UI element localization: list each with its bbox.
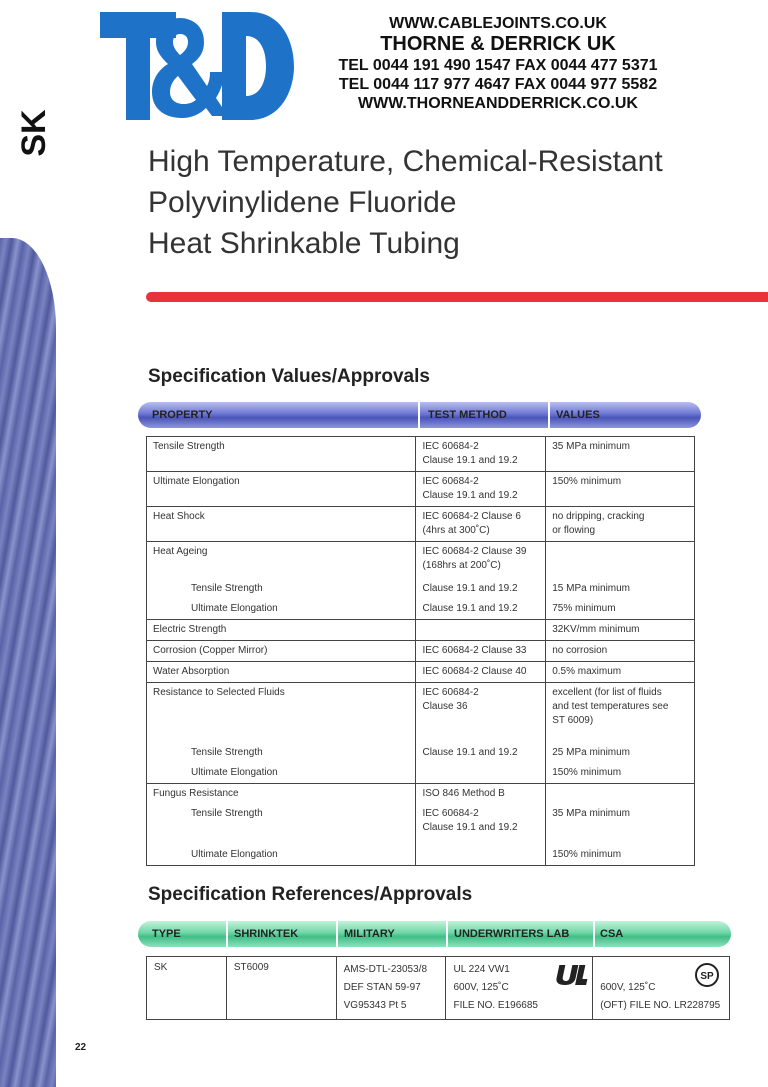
property-cell: Water Absorption [147, 662, 416, 683]
ul-line: UL 224 VW1 [453, 964, 510, 975]
value-cell: 150% minimum [546, 838, 695, 866]
shrinktek-cell: ST6009 [226, 957, 336, 1020]
table-row [147, 662, 695, 683]
property-cell: Heat Ageing [147, 542, 416, 577]
table-row [147, 599, 695, 620]
website-url-2[interactable]: WWW.THORNEANDDERRICK.CO.UK [358, 95, 638, 112]
property-cell: Ultimate Elongation [147, 838, 416, 866]
value-cell: no corrosion [546, 641, 695, 662]
value-cell [546, 507, 695, 542]
method-cell: Clause 19.1 and 19.2 [416, 599, 546, 620]
method-line: IEC 60684-2 Clause 39 [422, 546, 527, 557]
property-cell: Fungus Resistance [147, 784, 416, 805]
property-cell: Tensile Strength [147, 437, 416, 472]
method-cell: Clause 19.1 and 19.2 [416, 576, 546, 599]
col-header-property: PROPERTY [152, 409, 213, 421]
method-line: Clause 19.1 and 19.2 [422, 455, 518, 466]
spec-values-heading: Specification Values/Approvals [148, 366, 430, 387]
military-line: DEF STAN 59-97 [343, 982, 421, 993]
title-line-2: Polyvinylidene Fluoride [148, 186, 457, 219]
method-cell [416, 763, 546, 784]
method-cell: IEC 60684-2 Clause 40 [416, 662, 546, 683]
col-header-test-method: TEST METHOD [428, 409, 507, 421]
method-cell: Clause 19.1 and 19.2 [416, 731, 546, 763]
spec-refs-table [146, 956, 730, 1020]
method-line: IEC 60684-2 [422, 441, 479, 452]
ul-line: 600V, 125˚C [453, 982, 509, 993]
table-row [147, 507, 695, 542]
spec-refs-heading: Specification References/Approvals [148, 884, 473, 905]
property-cell: Corrosion (Copper Mirror) [147, 641, 416, 662]
title-line-1: High Temperature, Chemical-Resistant [148, 145, 663, 178]
value-cell [546, 542, 695, 577]
method-line: (4hrs at 300˚C) [422, 525, 490, 536]
property-cell: Heat Shock [147, 507, 416, 542]
method-cell: ISO 846 Method B [416, 784, 546, 805]
value-cell: 35 MPa minimum [546, 437, 695, 472]
table-row [147, 437, 695, 472]
page-title [148, 141, 663, 264]
value-cell: 15 MPa minimum [546, 576, 695, 599]
table-row [147, 641, 695, 662]
value-cell: 150% minimum [546, 763, 695, 784]
method-line: IEC 60684-2 [422, 476, 479, 487]
property-cell: Ultimate Elongation [147, 599, 416, 620]
value-cell [546, 784, 695, 805]
telephone-line-2: TEL 0044 117 977 4647 FAX 0044 977 5582 [338, 76, 658, 93]
method-cell: IEC 60684-2 Clause 33 [416, 641, 546, 662]
military-line: AMS-DTL-23053/8 [343, 964, 428, 975]
method-cell [416, 804, 546, 838]
method-line: Clause 19.1 and 19.2 [422, 490, 518, 501]
title-line-3: Heat Shrinkable Tubing [148, 227, 460, 260]
side-tab-label: SK [14, 109, 53, 157]
value-cell: 75% minimum [546, 599, 695, 620]
value-line: and test temperatures see [552, 701, 669, 712]
col-header-csa: CSA [600, 928, 624, 940]
table-row [147, 620, 695, 641]
page-number: 22 [75, 1042, 87, 1053]
military-line: VG95343 Pt 5 [343, 1000, 407, 1011]
table-row [147, 542, 695, 577]
value-cell: 0.5% maximum [546, 662, 695, 683]
spec-values-table [146, 436, 695, 866]
value-line: no dripping, cracking [552, 511, 645, 522]
ul-recognized-icon [554, 962, 588, 986]
value-cell: 25 MPa minimum [546, 731, 695, 763]
value-cell: 32KV/mm minimum [546, 620, 695, 641]
method-line: Clause 36 [422, 701, 468, 712]
table-row [147, 957, 730, 1020]
property-cell: Tensile Strength [147, 731, 416, 763]
col-header-military: MILITARY [344, 928, 395, 940]
col-header-underwriters-lab: UNDERWRITERS LAB [454, 928, 570, 940]
col-header-type: TYPE [152, 928, 181, 940]
method-cell [416, 838, 546, 866]
military-cell [336, 957, 446, 1020]
method-cell [416, 683, 546, 732]
website-url[interactable]: WWW.CABLEJOINTS.CO.UK [389, 15, 607, 32]
decorative-sidebar [0, 238, 56, 1087]
value-cell [546, 683, 695, 732]
method-line: Clause 19.1 and 19.2 [422, 822, 518, 833]
property-cell: Tensile Strength [147, 804, 416, 838]
method-line: IEC 60684-2 [422, 808, 479, 819]
td-logo [100, 12, 294, 120]
table-row [147, 784, 695, 805]
csa-line: (OFT) FILE NO. LR228795 [600, 1000, 721, 1011]
value-cell: 150% minimum [546, 472, 695, 507]
method-cell [416, 542, 546, 577]
property-cell: Tensile Strength [147, 576, 416, 599]
type-cell: SK [147, 957, 227, 1020]
property-cell: Resistance to Selected Fluids [147, 683, 416, 732]
ul-line: FILE NO. E196685 [453, 1000, 538, 1011]
red-divider [146, 292, 768, 302]
csa-line: 600V, 125˚C [600, 982, 656, 993]
property-cell: Ultimate Elongation [147, 472, 416, 507]
property-cell: Ultimate Elongation [147, 763, 416, 784]
method-cell [416, 437, 546, 472]
table-row [147, 731, 695, 763]
table-row [147, 763, 695, 784]
spec-refs-header-bar [138, 921, 731, 947]
spec-values-header-bar [138, 402, 701, 428]
value-line: or flowing [552, 525, 596, 536]
method-cell [416, 507, 546, 542]
col-header-shrinktek: SHRINKTEK [234, 928, 299, 940]
svg-text:SP: SP [700, 971, 714, 982]
method-cell [416, 620, 546, 641]
method-cell [416, 472, 546, 507]
telephone-line-1: TEL 0044 191 490 1547 FAX 0044 477 5371 [338, 57, 658, 74]
method-line: IEC 60684-2 [422, 687, 479, 698]
table-row [147, 683, 695, 732]
value-line: ST 6009) [552, 715, 594, 726]
method-line: (168hrs at 200˚C) [422, 560, 501, 571]
table-row [147, 804, 695, 838]
value-line: excellent (for list of fluids [552, 687, 662, 698]
table-row [147, 838, 695, 866]
method-line: IEC 60684-2 Clause 6 [422, 511, 521, 522]
company-name: THORNE & DERRICK UK [380, 33, 616, 55]
table-row [147, 472, 695, 507]
table-row [147, 576, 695, 599]
value-cell: 35 MPa minimum [546, 804, 695, 838]
csa-certification-icon [694, 962, 720, 988]
property-cell: Electric Strength [147, 620, 416, 641]
company-header [318, 14, 678, 113]
col-header-values: VALUES [556, 409, 600, 421]
